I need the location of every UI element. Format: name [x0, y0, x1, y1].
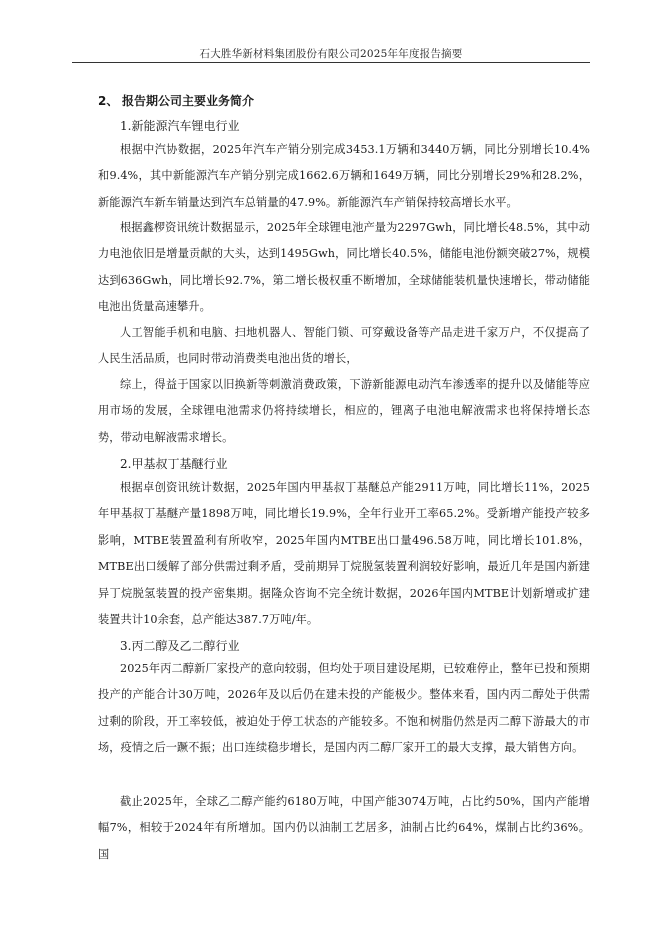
page-header: 石大胜华新材料集团股份有限公司2025年年度报告摘要: [199, 48, 463, 60]
paragraph-auto-sales: 根据中汽协数据，2025年汽车产销分别完成3453.1万辆和3440万辆，同比分别增长10.4%和9.4%，其中新能源汽车产销分别完成1662.6万辆和1649万辆，同比分别增长29%和28.2%，新能源汽车新车销量达到汽车总销量的47.9%。新能源汽车产销保持较高增长水平。: [98, 143, 590, 209]
paragraph-battery-output: 根据鑫椤资讯统计数据显示，2025年全球锂电池产量为2297Gwh，同比增长48.5%，其中动力电池依旧是增量贡献的大头，达到1495Gwh，同比增长40.5%，储能电池份额突破27%，规模达到636Gwh，同比增长92.7%，第二增长极权重不断增加，全球储能装机量快速增长，带动储能电池出货量高速攀升。: [98, 221, 590, 314]
section-title: 报告期公司主要业务简介: [122, 94, 255, 108]
paragraph-ethylene-glycol: 截止2025年，全球乙二醇产能约6180万吨，中国产能3074万吨，占比约50%，国内产能增幅7%，相较于2024年有所增加。国内仍以油制工艺居多，油制占比约64%，煤制占比约36%。国: [98, 795, 590, 861]
subsection-heading-lithium: 1.新能源汽车锂电行业: [120, 119, 240, 133]
section-heading: [98, 92, 254, 109]
header-divider: [72, 62, 590, 63]
paragraph-mtbe: 根据卓创资讯统计数据，2025年国内甲基叔丁基醚总产能2911万吨，同比增长11%，2025年甲基叔丁基醚产量1898万吨，同比增长19.9%，全年行业开工率65.2%。受新增产能投产较多影响，MTBE装置盈利有所收窄，2025年国内MTBE出口量496.58万吨，同比增长101.8%，MTBE出口缓解了部分供需过剩矛盾，受前期异丁烷脱氢装置利润较好影响，最近几年是国内新建异丁烷脱氢装置的投产密集期。据隆众咨询不完全统计数据，2026年国内MTBE计划新增或扩建装置共计10余套，总产能达387.7万吨/年。: [98, 481, 590, 627]
paragraph-propylene-glycol: 2025年丙二醇新厂家投产的意向较弱，但均处于项目建设尾期，已较难停止，整年已投和预期投产的产能合计30万吨，2026年及以后仍在建未投的产能极少。整体来看，国内丙二醇处于供需过剩的阶段，开工率较低，被迫处于停工状态的产能较多。不饱和树脂仍然是丙二醇下游最大的市场，疫情之后一蹶不振；出口连续稳步增长，是国内丙二醇厂家开工的最大支撑，最大销售方向。: [98, 662, 590, 755]
paragraph-summary: 综上，得益于国家以旧换新等刺激消费政策，下游新能源电动汽车渗透率的提升以及储能等应用市场的发展，全球锂电池需求仍将持续增长，相应的，锂离子电池电解液需求也将保持增长态势，带动电解液需求增长。: [98, 378, 590, 444]
subsection-heading-mtbe: 2.甲基叔丁基醚行业: [120, 457, 228, 471]
subsection-heading-glycol: 3.丙二醇及乙二醇行业: [120, 639, 240, 653]
paragraph-consumer-electronics: 人工智能手机和电脑、扫地机器人、智能门锁、可穿戴设备等产品走进千家万户，不仅提高了人民生活品质，也同时带动消费类电池出货的增长，: [98, 326, 590, 366]
section-number: 2、: [98, 94, 119, 108]
